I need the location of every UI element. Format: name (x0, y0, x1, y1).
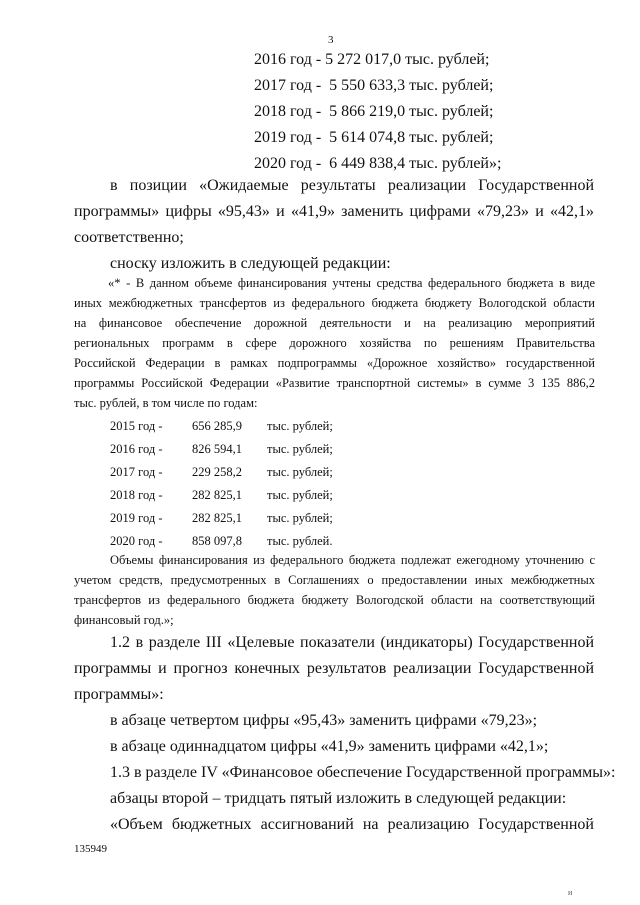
results-line-2: программы» цифры «95,43» и «41,9» заменить цифрами «79,23» и «42,1» (74, 203, 594, 220)
footnote-line-4: региональных программ в сфере дорожного хозяйства по решениям Правительства (74, 336, 595, 350)
item-paragraph-4: в абзаце четвертом цифры «95,43» заменить цифрами «79,23»; (110, 712, 538, 729)
corner-mark: и (568, 888, 573, 897)
section-1-2-line-2: программы и прогноз конечных результатов реализации Государственной (74, 660, 594, 677)
federal-year-amount: 282 825,1 (192, 488, 242, 502)
footnote-line-7: тыс. рублей, в том числе по годам: (74, 396, 258, 410)
item-paragraph-11: в абзаце одиннадцатом цифры «41,9» заменить цифрами «42,1»; (110, 738, 549, 755)
footnote-line-3: на финансовое обеспечение дорожной деятельности и на реализацию мероприятий (74, 316, 595, 330)
federal-year-label: 2016 год - (110, 442, 163, 456)
federal-year-label: 2017 год - (110, 465, 163, 479)
federal-year-unit: тыс. рублей; (267, 419, 333, 433)
federal-year-label: 2020 год - (110, 534, 163, 548)
federal-year-label: 2019 год - (110, 511, 163, 525)
section-1-3: 1.3 в разделе IV «Финансовое обеспечение Государственной программы»: (110, 764, 616, 781)
federal-note-line-4: финансовый год.»; (74, 613, 174, 627)
federal-year-unit: тыс. рублей; (267, 488, 333, 502)
budget-year-2018: 2018 год - 5 866 219,0 тыс. рублей; (254, 103, 494, 120)
results-line-1: в позиции «Ожидаемые результаты реализации Государственной (110, 177, 594, 194)
section-1-2-line-1: 1.2 в разделе III «Целевые показатели (индикаторы) Государственной (110, 634, 594, 651)
federal-year-unit: тыс. рублей; (267, 465, 333, 479)
footnote-line-5: Российской Федерации в рамках подпрограммы «Дорожное хозяйство» государственной (74, 356, 595, 370)
federal-year-label: 2015 год - (110, 419, 163, 433)
federal-note-line-1: Объемы финансирования из федерального бюджета подлежат ежегодному уточнению с (110, 553, 595, 567)
federal-year-amount: 826 594,1 (192, 442, 242, 456)
results-line-3: соответственно; (74, 229, 184, 246)
footnote-intro: сноску изложить в следующей редакции: (110, 255, 391, 272)
federal-year-label: 2018 год - (110, 488, 163, 502)
item-paragraphs-2-35: абзацы второй – тридцать пятый изложить в следующей редакции: (110, 790, 567, 807)
section-1-2-line-3: программы»: (74, 686, 164, 703)
federal-year-amount: 858 097,8 (192, 534, 242, 548)
federal-year-unit: тыс. рублей; (267, 511, 333, 525)
federal-year-amount: 282 825,1 (192, 511, 242, 525)
federal-year-unit: тыс. рублей. (267, 534, 333, 548)
federal-note-line-3: трансфертов из федерального бюджета бюджету Вологодской области на соответствующий (74, 593, 595, 607)
budget-year-2016: 2016 год - 5 272 017,0 тыс. рублей; (254, 51, 490, 68)
document-code: 135949 (74, 843, 107, 855)
budget-year-2020: 2020 год - 6 449 838,4 тыс. рублей»; (254, 155, 502, 172)
footnote-line-6: программы Российской Федерации «Развитие транспортной системы» в сумме 3 135 886,2 (74, 376, 595, 390)
federal-year-unit: тыс. рублей; (267, 442, 333, 456)
budget-year-2017: 2017 год - 5 550 633,3 тыс. рублей; (254, 77, 494, 94)
federal-note-line-2: учетом средств, предусмотренных в Соглашениях о предоставлении иных межбюджетных (74, 573, 595, 587)
budget-year-2019: 2019 год - 5 614 074,8 тыс. рублей; (254, 129, 494, 146)
federal-year-amount: 656 285,9 (192, 419, 242, 433)
page-number: 3 (328, 34, 334, 46)
footnote-line-2: иных межбюджетных трансфертов из федерального бюджета бюджету Вологодской области (74, 296, 595, 310)
last-line: «Объем бюджетных ассигнований на реализацию Государственной (110, 816, 594, 833)
federal-year-amount: 229 258,2 (192, 465, 242, 479)
footnote-line-1: «* - В данном объеме финансирования учтены средства федерального бюджета в виде (108, 276, 595, 290)
